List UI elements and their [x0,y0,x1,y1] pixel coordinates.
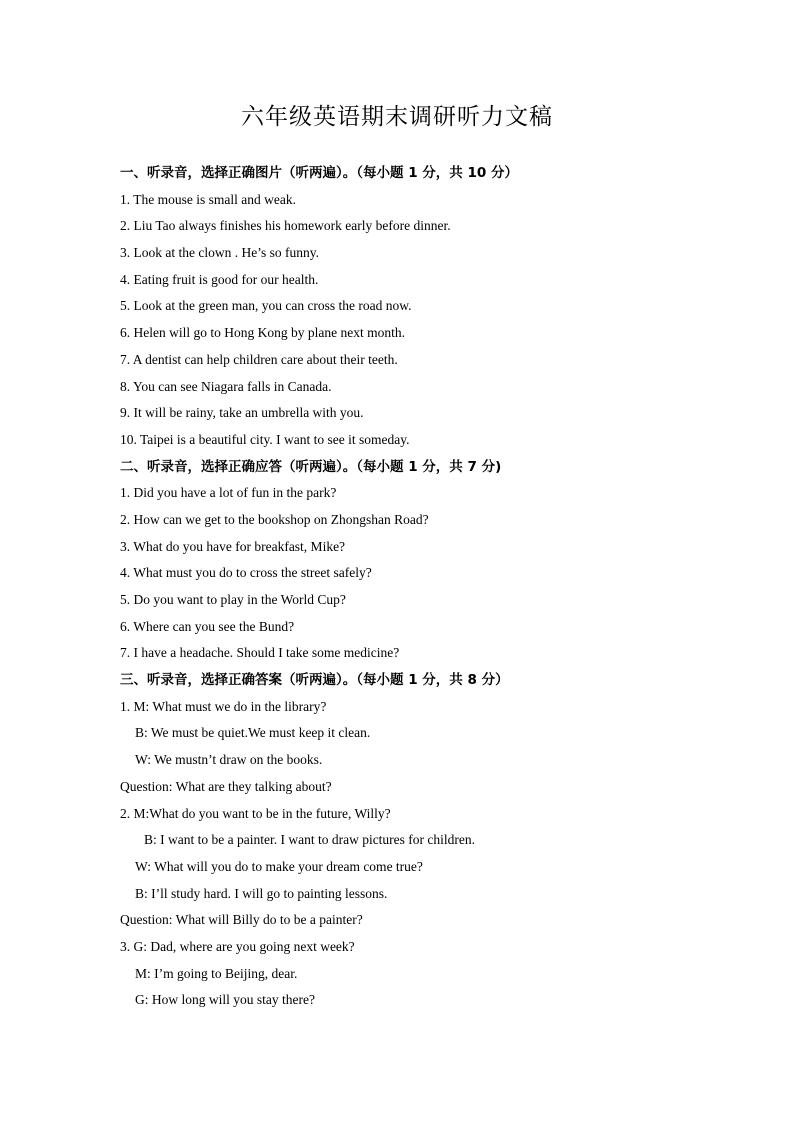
section-heading: 一、听录音，选择正确图片（听两遍）。（每小题 1 分，共 10 分） [120,165,518,181]
list-item: 3. What do you have for breakfast, Mike? [120,538,346,554]
question-line: Question: What will Billy do to be a painter? [120,912,363,928]
dialogue-line: M: I’m going to Beijing, dear. [135,965,298,981]
list-item: 10. Taipei is a beautiful city. I want to see it someday. [120,431,410,447]
list-item: 2. How can we get to the bookshop on Zhongshan Road? [120,511,429,527]
list-item: 1. The mouse is small and weak. [120,191,296,207]
dialogue-line: G: How long will you stay there? [135,992,315,1008]
dialogue-line: B: I want to be a painter. I want to draw pictures for children. [144,832,476,848]
list-item: 3. Look at the clown . He’s so funny. [120,245,319,261]
list-item: 2. Liu Tao always finishes his homework early before dinner. [120,218,451,234]
list-item: 8. You can see Niagara falls in Canada. [120,378,332,394]
list-item: 5. Do you want to play in the World Cup? [120,592,346,607]
list-item: 9. It will be rainy, take an umbrella with you. [120,405,364,421]
list-item: 4. What must you do to cross the street safely? [120,565,372,581]
list-item: 1. Did you have a lot of fun in the park? [120,485,337,501]
dialogue-line: W: We mustn’t draw on the books. [135,752,323,768]
dialogue-line: B: We must be quiet.We must keep it clean. [135,725,371,741]
list-item: 6. Where can you see the Bund? [120,618,295,634]
dialogue-line: 1. M: What must we do in the library? [120,698,327,714]
dialogue-line: B: I’ll study hard. I will go to painting lessons. [135,885,388,901]
question-line: Question: What are they talking about? [120,778,332,794]
section-heading: 二、听录音，选择正确应答（听两遍）。（每小题 1 分，共 7 分) [120,458,502,475]
list-item: 7. A dentist can help children care about their teeth. [120,351,398,367]
list-item: 4. Eating fruit is good for our health. [120,271,319,287]
list-item: 7. I have a headache. Should I take some medicine? [120,645,400,661]
dialogue-line: 2. M:What do you want to be in the future, Willy? [120,805,391,821]
dialogue-line: W: What will you do to make your dream come true? [135,858,423,874]
transcript-body [120,160,760,1014]
list-item: 5. Look at the green man, you can cross the road now. [120,298,412,314]
section-heading: 三、听录音，选择正确答案（听两遍）。（每小题 1 分，共 8 分） [120,672,509,689]
page-title: 六年级英语期末调研听力文稿 [241,104,553,130]
dialogue-line: 3. G: Dad, where are you going next week? [120,938,355,954]
list-item: 6. Helen will go to Hong Kong by plane next month. [120,325,405,341]
